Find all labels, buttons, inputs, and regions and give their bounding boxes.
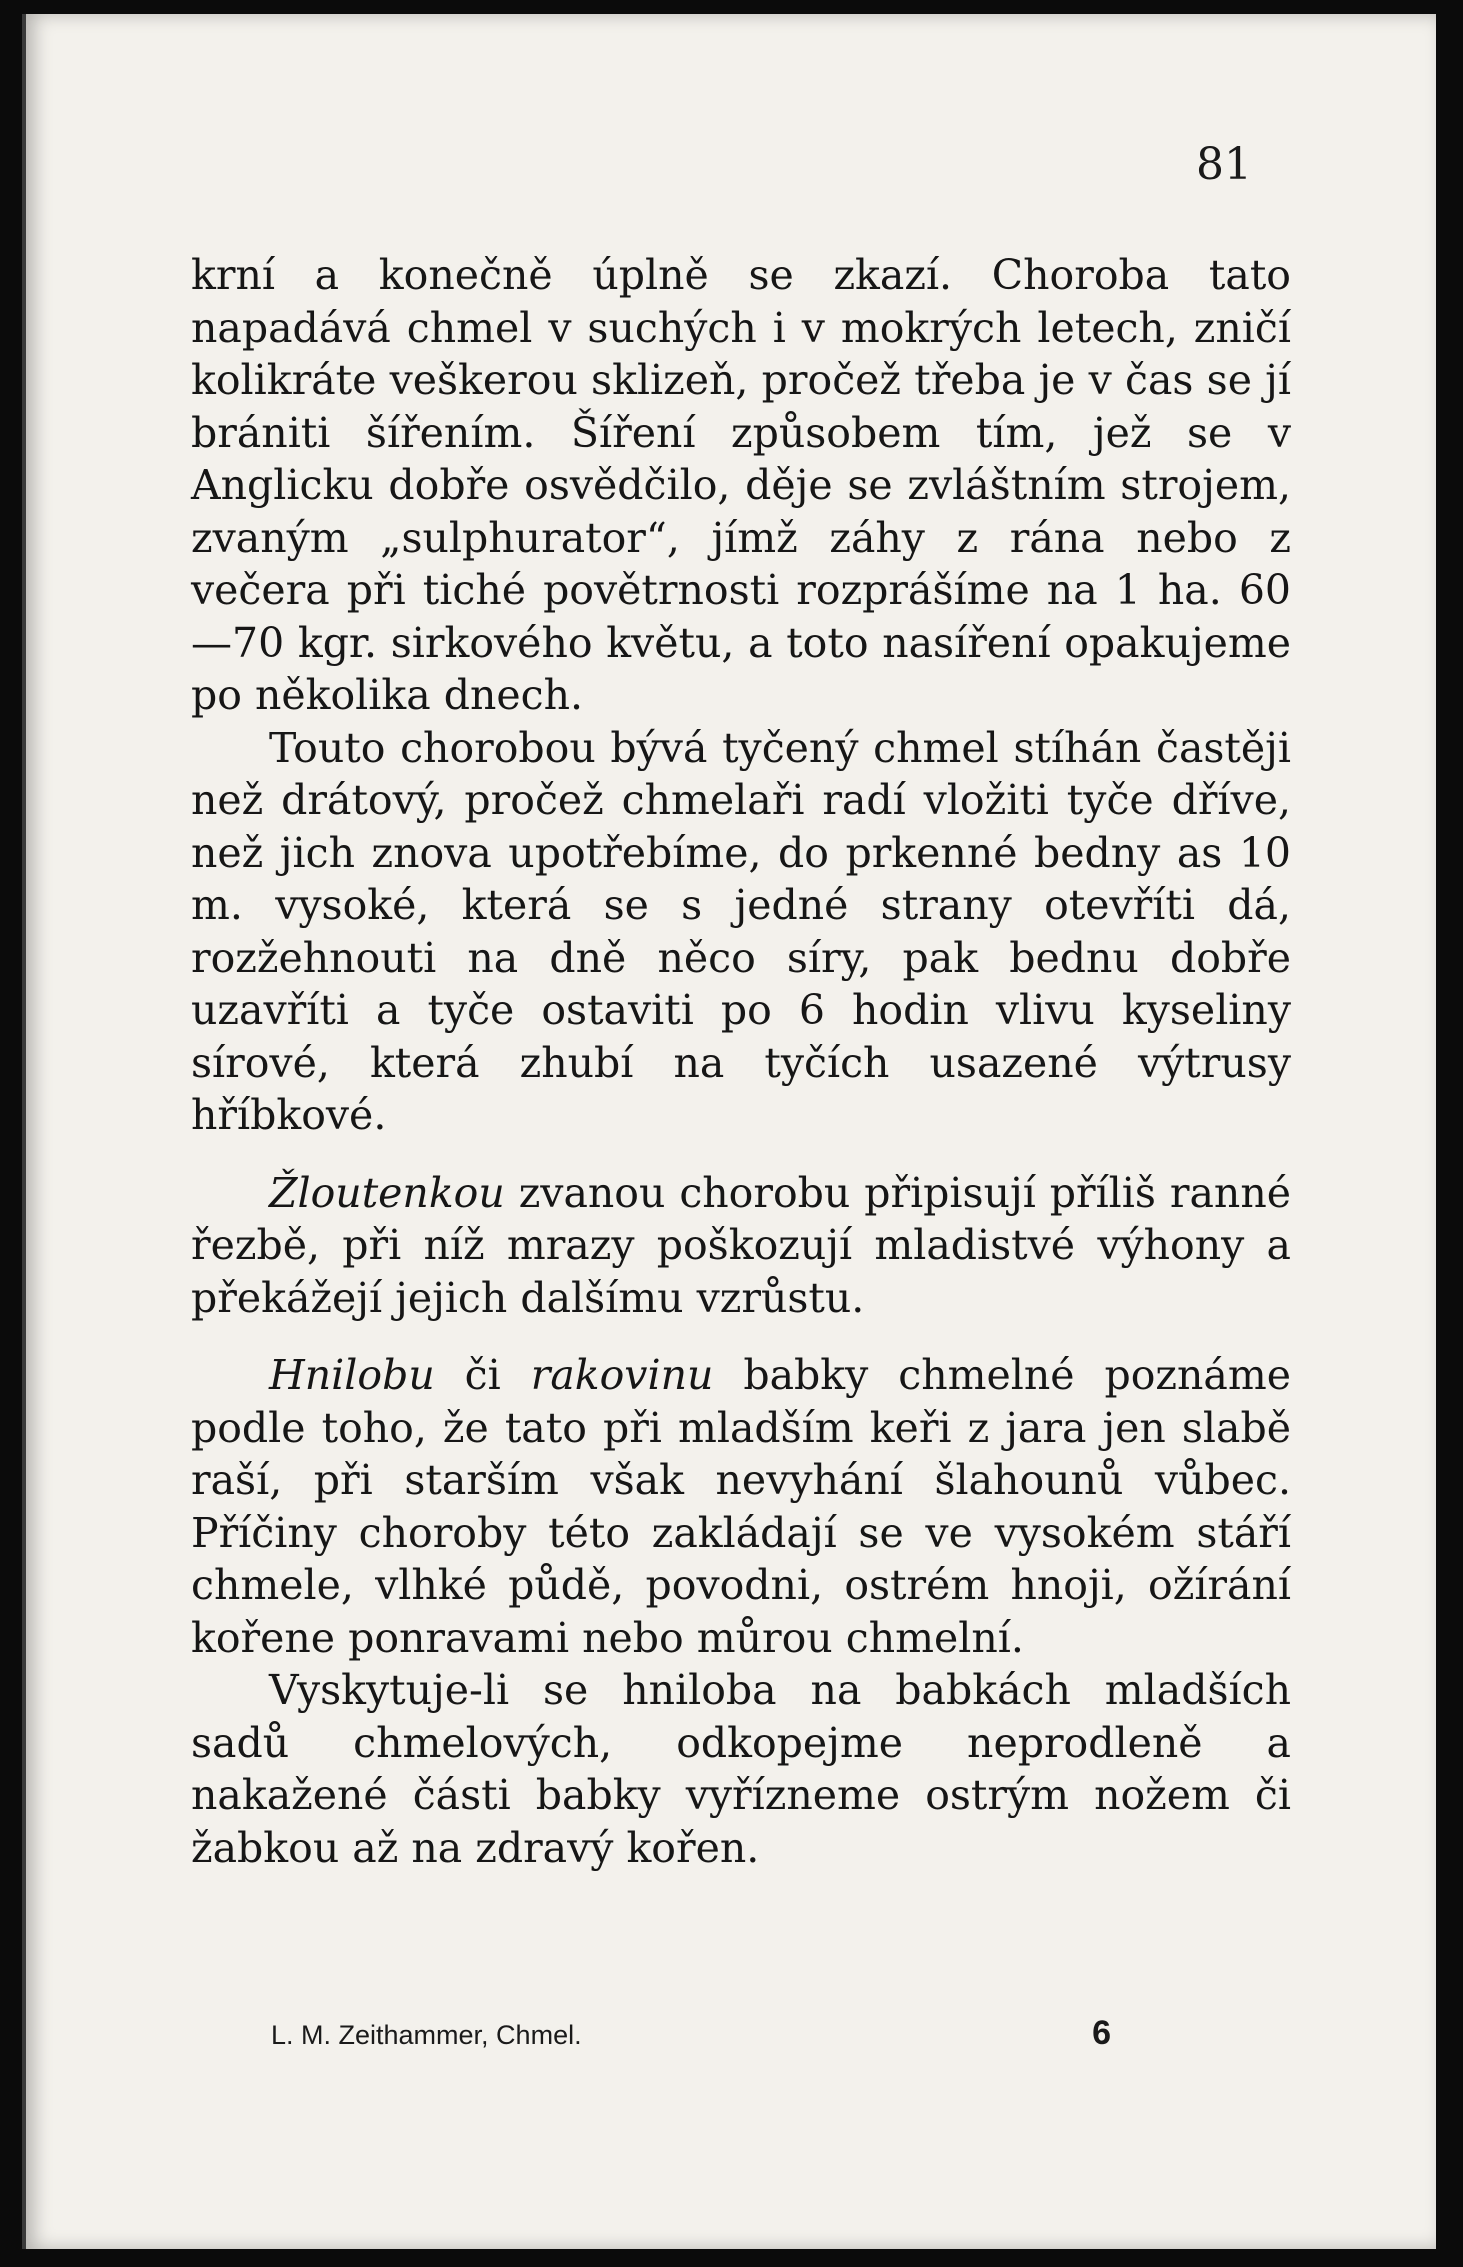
term-hniloba: Hnilobu	[269, 1351, 435, 1399]
term-rakovina: rakovinu	[530, 1351, 714, 1399]
paragraph-4-text: babky chmelné poznáme podle toho, že tato při mladším keři z jara jen slabě raší, při starším však nevyhání šlahounů vůbec. Příčiny choroby této zakládají se ve vysokém stáří chmele, vlhké půdě, povodni, ostrém hnoji, ožírání kořene ponravami nebo můrou chmelní.	[191, 1351, 1292, 1662]
paragraph-3-text: zvanou chorobu připisují příliš ranné řezbě, při níž mrazy poškozují mladistvé výhony a překážejí jejich dalšímu vzrůstu.	[191, 1168, 1291, 1322]
term-zloutenka: Žloutenkou	[269, 1168, 505, 1217]
paragraph-3	[191, 1167, 1291, 1325]
paragraph-4	[191, 1349, 1291, 1664]
footer-signature: L. M. Zeithammer, Chmel.	[271, 2020, 582, 2050]
body-text	[191, 249, 1291, 1874]
page-footer	[271, 2014, 1111, 2053]
paragraph-4-connector: či	[434, 1351, 531, 1399]
paragraph-2	[191, 722, 1291, 1142]
paragraph-2-text: Touto chorobou bývá tyčený chmel stíhán častěji než drátový, pročež chmelaři radí vložiti tyče dříve, než jich znova upotřebíme, do prkenné bedny as 10 m. vysoké, která se s jedné strany otevříti dá, rozžehnouti na dně něco síry, pak bednu dobře uzavříti a tyče ostaviti po 6 hodin vlivu kyseliny sírové, která zhubí na tyčích usazené výtrusy hříbkové.	[191, 723, 1291, 1139]
paragraph-1	[191, 249, 1291, 722]
paragraph-1-text: krní a konečně úplně se zkazí. Choroba tato napadává chmel v suchých i v mokrých letech, zničí kolikráte veškerou sklizeň, pročež třeba je v čas se jí brániti šířením. Šíření způsobem tím, jež se v Anglicku dobře osvědčilo, děje se zvláštním strojem, zvaným „sulphurator“, jímž záhy z rána nebo z večera při tiché povětrnosti rozprášíme na 1 ha. 60—70 kgr. sirkového květu, a toto nasíření opakujeme po několika dnech.	[191, 251, 1291, 719]
page-number: 81	[1196, 139, 1252, 190]
book-page	[22, 14, 1436, 2249]
footer-sheet-number: 6	[1092, 2014, 1111, 2052]
paragraph-5	[191, 1664, 1291, 1874]
paragraph-5-text: Vyskytuje-li se hniloba na babkách mladších sadů chmelových, odkopejme neprodleně a nakažené části babky vyřízneme ostrým nožem či žabkou až na zdravý kořen.	[191, 1666, 1291, 1872]
